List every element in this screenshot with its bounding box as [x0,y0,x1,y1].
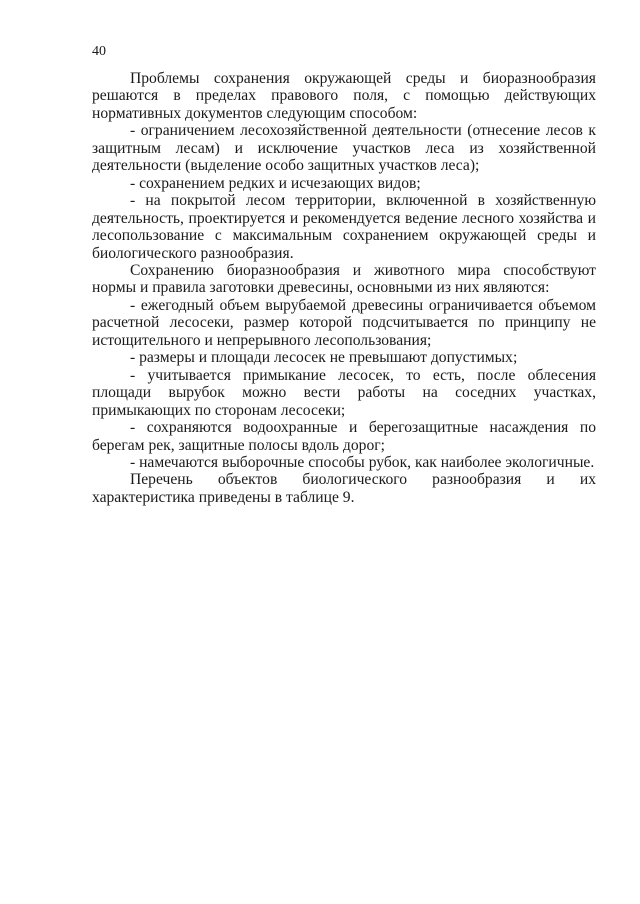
page-number: 40 [92,44,106,59]
list-item-rare-species: - сохранением редких и исчезающих видов; [130,174,421,192]
list-item-forested-territory: - на покрытой лесом территории, включенной в хозяйственную деятельность, проектируется и рекомендуется ведение лесного хозяйства и лесопользование с максимальным сохранением окружающей среды и биологического разнообразия. [92,192,596,262]
list-item-annual-volume: - ежегодный объем вырубаемой древесины ограничивается объемом расчетной лесосеки, размер которой подсчитывается по принципу не истощительного и непрерывного лесопользования; [92,296,596,349]
list-item-selective-cutting: - намечаются выборочные способы рубок, как наиболее экологичные. [130,453,595,471]
paragraph-table-reference: Перечень объектов биологического разнообразия и их характеристика приведены в таблице 9. [92,471,596,506]
list-item-water-protection: - сохраняются водоохранные и берегозащитные насаждения по берегам рек, защитные полосы вдоль дорог; [92,419,596,454]
paragraph-harvest-rules: Сохранению биоразнообразия и животного мира способствуют нормы и правила заготовки древесины, основными из них являются: [92,261,596,297]
document-body [92,70,596,506]
list-item-adjacency: - учитывается примыкание лесосек, то есть, после облесения площади вырубок можно вести работы на соседних участках, примыкающих по сторонам лесосеки; [92,366,596,419]
paragraph-intro: Проблемы сохранения окружающей среды и биоразнообразия решаются в пределах правового поля, с помощью действующих нормативных документов следующим способом: [92,70,596,122]
list-item-cutting-area-size: - размеры и площади лесосек не превышают допустимых; [130,349,518,367]
list-item-forest-restriction: - ограничением лесохозяйственной деятельности (отнесение лесов к защитным лесам) и исключение участков леса из хозяйственной деятельности (выделение особо защитных участков леса); [92,122,596,175]
